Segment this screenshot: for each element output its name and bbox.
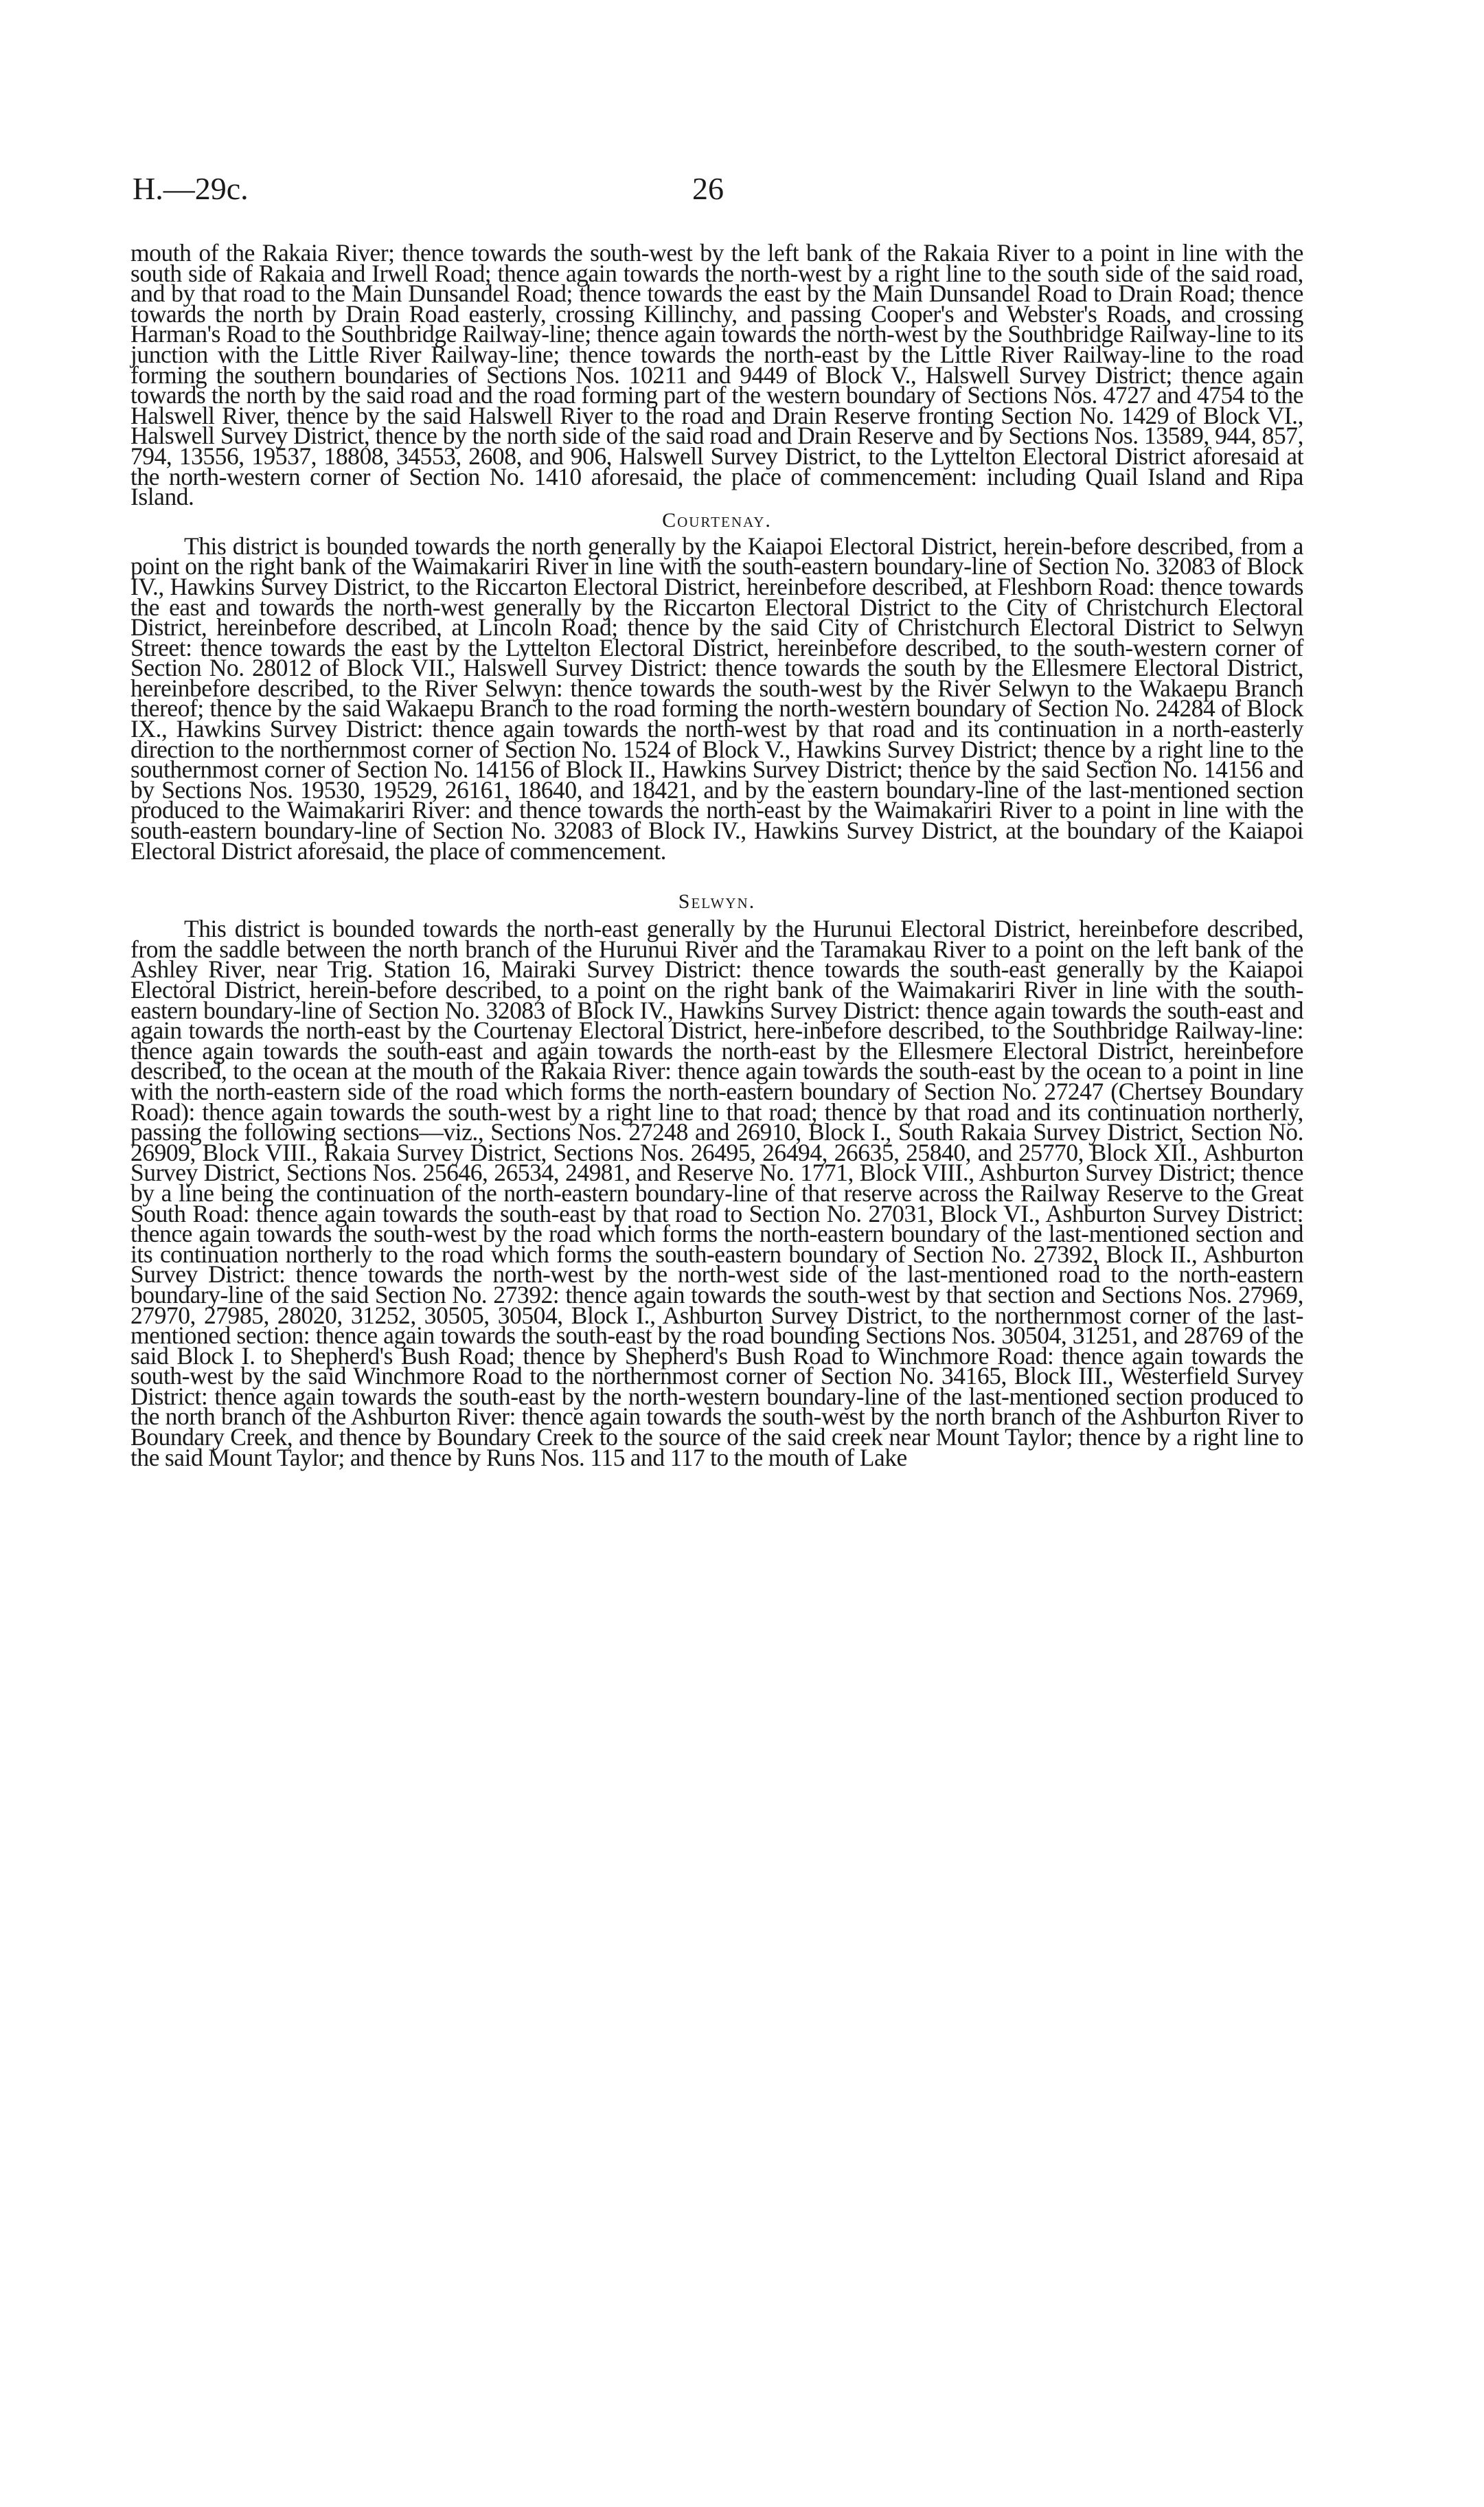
continuation-paragraph: mouth of the Rakaia River; thence towards the south-west by the left bank of the Rakaia River to a point in line with the south side of Rakaia and Irwell Road; thence again towards the north-west by a right line to the south side of the said road, and by that road to the Main Dunsandel Road; thence towards the east by the Main Dunsandel Road to Drain Road; thence towards the north by Drain Road easterly, crossing Killinchy, and passing Cooper's and Webster's Roads, and crossing Harman's Road to the Southbridge Railway-line; thence again towards the north-west by the Southbridge Railway-line to its junction with the Little River Railway-line; thence towards the north-east by the Little River Railway-line to the road forming the southern boundaries of Sections Nos. 10211 and 9449 of Block V., Halswell Survey District; thence again towards the north by the said road and the road forming part of the western boundary of Sections Nos. 4727 and 4754 to the Halswell River, thence by the said Halswell River to the road and Drain Reserve fronting Section No. 1429 of Block VI., Halswell Survey District, thence by the north side of the said road and Drain Reserve and by Sections Nos. 13589, 944, 857, 794, 13556, 19537, 18808, 34553, 2608, and 906, Halswell Survey District, to the Lyttelton Electoral District aforesaid at the north-western corner of Section No. 1410 aforesaid, the place of commencement: including Quail Island and Ripa Island.	[130, 239, 1303, 511]
section-heading-selwyn: Selwyn.	[678, 890, 756, 914]
courtenay-paragraph: This district is bounded towards the north generally by the Kaiapoi Electoral District, herein-before described, from a point on the right bank of the Waimakariri River in line with the south-eastern boundary-line of Section No. 32083 of Block IV., Hawkins Survey District, to the Riccarton Electoral District, hereinbefore described, at Fleshborn Road: thence towards the east and towards the north-west generally by the Riccarton Electoral District to the City of Christchurch Electoral District, hereinbefore described, at Lincoln Road; thence by the said City of Christchurch Electoral District to Selwyn Street: thence towards the east by the Lyttelton Electoral District, hereinbefore described, to the south-western corner of Section No. 28012 of Block VII., Halswell Survey District: thence towards the south by the Ellesmere Electoral District, hereinbefore described, to the River Selwyn: thence towards the south-west by the River Selwyn to the Wakaepu Branch thereof; thence by the said Wakaepu Branch to the road forming the north-western boundary of Section No. 24284 of Block IX., Hawkins Survey District: thence again towards the north-west by that road and its continuation in a north-easterly direction to the northernmost corner of Section No. 1524 of Block V., Hawkins Survey District; thence by a right line to the southernmost corner of Section No. 14156 of Block II., Hawkins Survey District; thence by the said Section No. 14156 and by Sections Nos. 19530, 19529, 26161, 18640, and 18421, and by the eastern boundary-line of the last-mentioned section produced to the Waimakariri River: and thence towards the north-east by the Waimakariri River to a point in line with the south-eastern boundary-line of Section No. 32083 of Block IV., Hawkins Survey District, at the boundary of the Kaiapoi Electoral District aforesaid, the place of commencement.	[130, 532, 1303, 865]
page-number: 26	[692, 171, 724, 206]
selwyn-paragraph: This district is bounded towards the north-east generally by the Hurunui Electoral District, hereinbefore described, from the saddle between the north branch of the Hurunui River and the Taramakau River to a point on the left bank of the Ashley River, near Trig. Station 16, Mairaki Survey District: thence towards the south-east generally by the Kaiapoi Electoral District, herein-before described, to a point on the right bank of the Waimakariri River in line with the south-eastern boundary-line of Section No. 32083 of Block IV., Hawkins Survey District: thence again towards the south-east and again towards the north-east by the Courtenay Electoral District, here-inbefore described, to the Southbridge Railway-line: thence again towards the south-east and again towards the north-east by the Ellesmere Electoral District, hereinbefore described, to the ocean at the mouth of the Rakaia River: thence again towards the south-east by the ocean to a point in line with the north-eastern side of the road which forms the north-eastern boundary of Section No. 27247 (Chertsey Boundary Road): thence again towards the south-west by a right line to that road; thence by that road and its continuation northerly, passing the following sections—viz., Sections Nos. 27248 and 26910, Block I., South Rakaia Survey District, Section No. 26909, Block VIII., Rakaia Survey District, Sections Nos. 26495, 26494, 26635, 25840, and 25770, Block XII., Ashburton Survey District, Sections Nos. 25646, 26534, 24981, and Reserve No. 1771, Block VIII., Ashburton Survey District; thence by a line being the continuation of the north-eastern boundary-line of that reserve across the Railway Reserve to the Great South Road: thence again towards the south-east by that road to Section No. 27031, Block VI., Ashburton Survey District: thence again towards the south-west by the road which forms the north-eastern boundary of the last-mentioned section and its continuation northerly to the road which forms the south-eastern boundary of Section No. 27392, Block II., Ashburton Survey District: thence towards the north-west by the north-west side of the last-mentioned road to the north-eastern boundary-line of the said Section No. 27392: thence again towards the south-west by that section and Sections Nos. 27969, 27970, 27985, 28020, 31252, 30505, 30504, Block I., Ashburton Survey District, to the northernmost corner of the last-mentioned section: thence again towards the south-east by the road bounding Sections Nos. 30504, 31251, and 28769 of the said Block I. to Shepherd's Bush Road; thence by Shepherd's Bush Road to Winchmore Road: thence again towards the south-west by the said Winchmore Road to the northernmost corner of Section No. 34165, Block III., Westerfield Survey District: thence again towards the south-east by the north-western boundary-line of the last-mentioned section produced to the north branch of the Ashburton River: thence again towards the south-west by the north branch of the Ashburton River to Boundary Creek, and thence by Boundary Creek to the source of the said creek near Mount Taylor; thence by a right line to the said Mount Taylor; and thence by Runs Nos. 115 and 117 to the mouth of Lake	[130, 915, 1303, 1471]
section-heading-courtenay: Courtenay.	[662, 508, 772, 532]
document-body	[130, 239, 1303, 1471]
document-reference: H.—29c.	[133, 171, 249, 206]
